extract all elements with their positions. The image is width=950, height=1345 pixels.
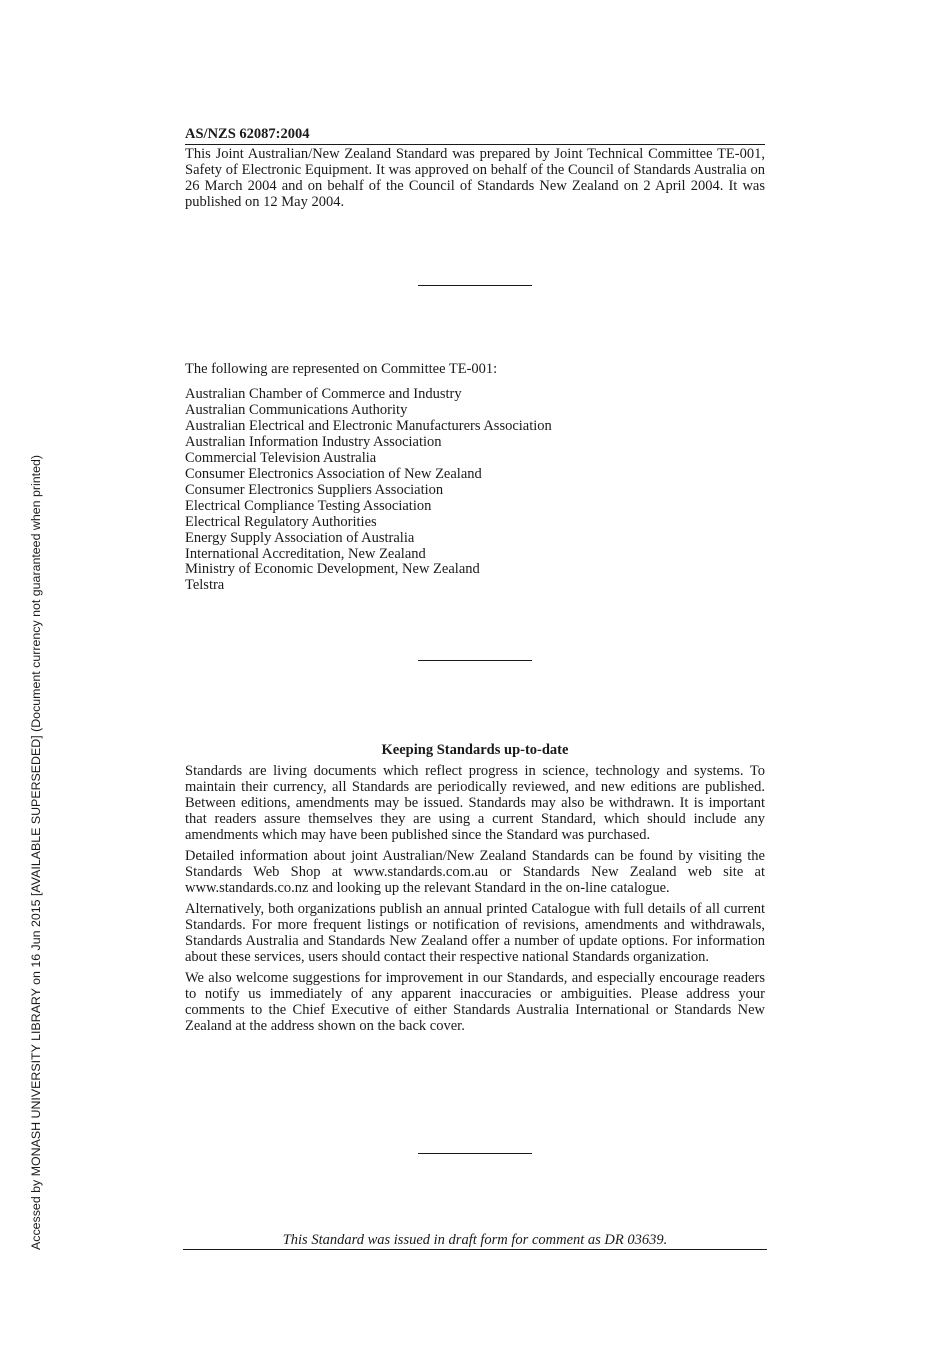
access-watermark-text: Accessed by MONASH UNIVERSITY LIBRARY on 16 Jun 2015 [AVAILABLE SUPERSEDED] (Document currency not guaranteed when printed) [29, 455, 43, 1250]
list-item: Australian Electrical and Electronic Manufacturers Association [185, 417, 552, 434]
paragraph: We also welcome suggestions for improvement in our Standards, and especially encourage readers to notify us immediately of any apparent inaccuracies or ambiguities. Please address your comments to the Chief Executive of either Standards Australia International or Standards New Zealand at the address shown on the back cover. [185, 970, 765, 1034]
draft-note: This Standard was issued in draft form for comment as DR 03639. [183, 1232, 767, 1250]
committee-intro: The following are represented on Committee TE-001: [185, 361, 498, 377]
list-item: Australian Chamber of Commerce and Industry [185, 386, 462, 402]
list-item: Telstra [185, 577, 225, 594]
paragraph: Alternatively, both organizations publish an annual printed Catalogue with full details of all current Standards. For more frequent listings or notification of revisions, amendments and withdrawals, Standards Australia and Standards New Zealand offer a number of update options. For information about these services, users should contact their respective national Standards organization. [185, 901, 765, 965]
paragraph: Standards are living documents which reflect progress in science, technology and systems. To maintain their currency, all Standards are periodically reviewed, and new editions are published. Between editions, amendments may be issued. Standards may also be withdrawn. It is important that readers assure themselves they are using a current Standard, which should include any amendments which may have been published since the Standard was purchased. [185, 763, 765, 843]
section-divider [418, 1153, 532, 1154]
paragraph: Detailed information about joint Australian/New Zealand Standards can be found by visiting the Standards Web Shop at www.standards.com.au or Standards New Zealand web site at www.standards.co.nz and looking up the relevant Standard in the on-line catalogue. [185, 848, 765, 896]
list-item: Australian Communications Authority [185, 401, 408, 418]
keeping-standards-heading: Keeping Standards up-to-date [381, 742, 569, 758]
standard-number: AS/NZS 62087:2004 [185, 126, 765, 145]
list-item: Electrical Compliance Testing Association [185, 497, 432, 514]
list-item: Consumer Electronics Association of New Zealand [185, 465, 482, 482]
keeping-standards-body [185, 763, 765, 1039]
committee-member-list [185, 387, 765, 594]
list-item: International Accreditation, New Zealand [185, 545, 426, 562]
section-divider [418, 660, 532, 661]
list-item: Energy Supply Association of Australia [185, 529, 415, 546]
list-item: Ministry of Economic Development, New Zealand [185, 561, 480, 578]
list-item: Electrical Regulatory Authorities [185, 513, 377, 530]
list-item: Commercial Television Australia [185, 449, 377, 466]
preparation-statement: This Joint Australian/New Zealand Standard was prepared by Joint Technical Committee TE-001, Safety of Electronic Equipment. It was approved on behalf of the Council of Standards Australia on 26 March 2004 and on behalf of the Council of Standards New Zealand on 2 April 2004. It was published on 12 May 2004. [185, 146, 765, 210]
list-item: Consumer Electronics Suppliers Association [185, 481, 444, 498]
section-divider [418, 285, 532, 286]
list-item: Australian Information Industry Association [185, 433, 442, 450]
